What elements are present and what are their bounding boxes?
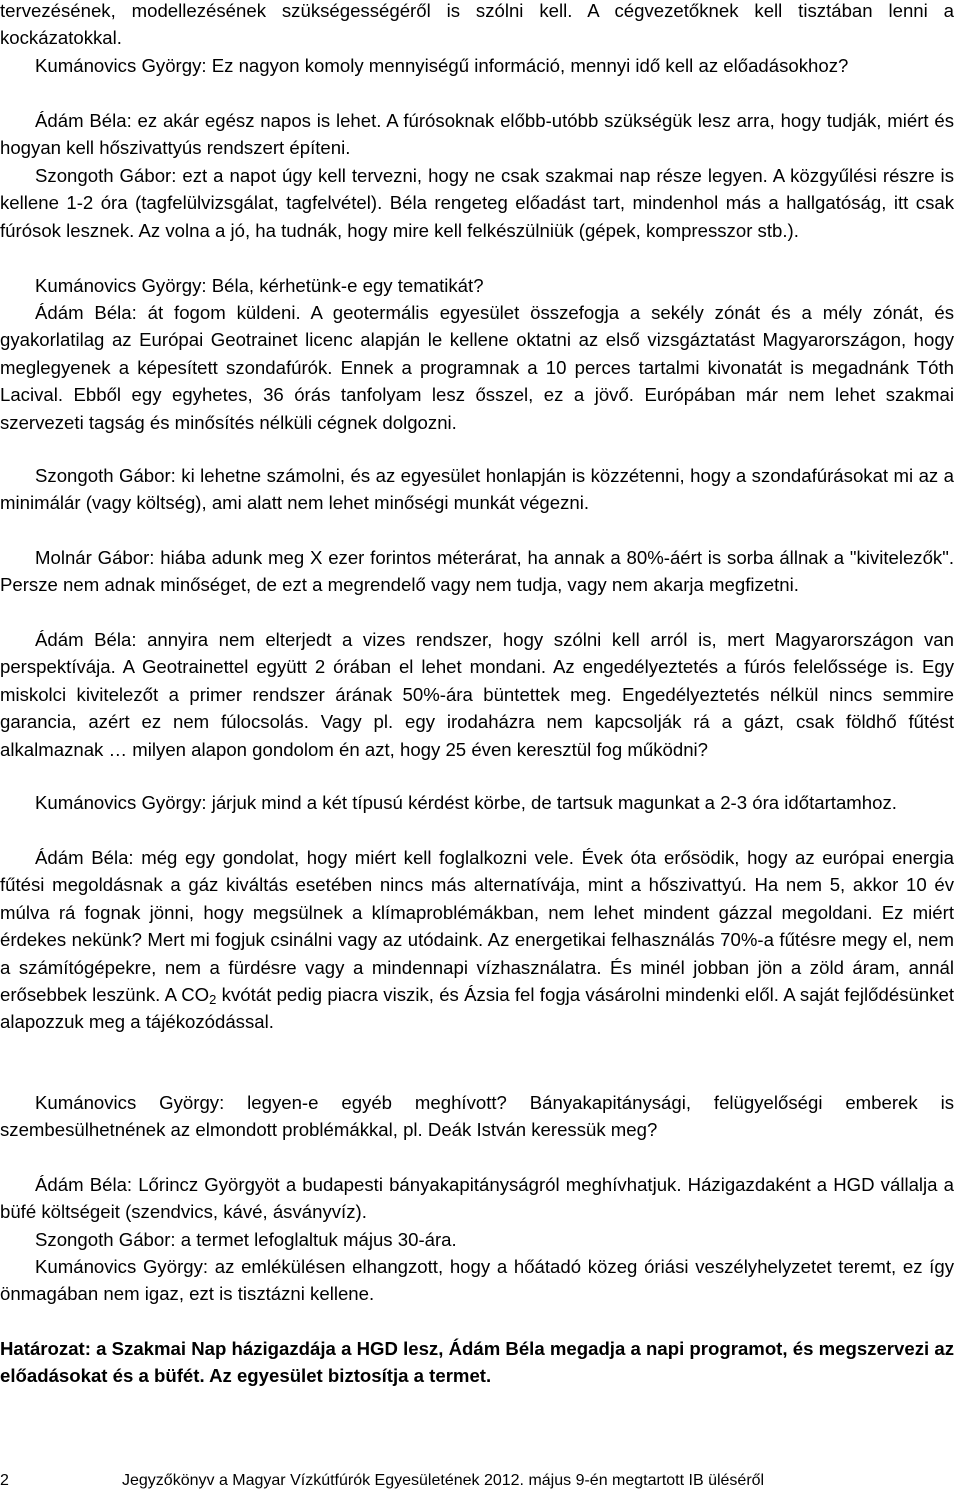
- paragraph-adam-4-text-cont: kvótát pedig piacra viszik, és Ázsia fel fogja vásárolni mindenki elől. A saját fejlődésünket alapozzuk meg a tájékozódással.: [0, 984, 954, 1033]
- paragraph-kumanovics-2: Kumánovics György: Béla, kérhetünk-e egy tematikát?: [35, 275, 484, 296]
- footer-title: Jegyzőkönyv a Magyar Vízkútfúrók Egyesületének 2012. május 9-én megtartott IB üléséről: [122, 1472, 765, 1489]
- paragraph-kumanovics-4: Kumánovics György: legyen-e egyéb meghívott? Bányakapitánysági, felügyelőségi emberek is szembesülhetnének az elmondott problémákkal, pl. Deák István keressük meg?: [0, 1092, 954, 1141]
- paragraph-adam-4: [0, 844, 954, 1036]
- page-footer: [0, 1470, 960, 1492]
- paragraph-szongoth-3: Szongoth Gábor: a termet lefoglaltuk május 30-ára.: [35, 1229, 457, 1250]
- paragraph-continuation: tervezésének, modellezésének szükségességéről is szólni kell. A cégvezetőknek kell tisztában lenni a kockázatokkal.: [0, 0, 954, 49]
- page-number: 2: [0, 1472, 9, 1489]
- paragraph-adam-1: Ádám Béla: ez akár egész napos is lehet. A fúrósoknak előbb-utóbb szükségük lesz arra, hogy tudják, miért és hogyan kell hőszivattyús rendszert építeni.: [0, 110, 954, 159]
- paragraph-adam-3: Ádám Béla: annyira nem elterjedt a vizes rendszer, hogy szólni kell arról is, mert Magyarországon van perspektívája. A Geotrainettel együtt 2 órában el lehet mondani. Az engedélyeztetés a fúrós felelőssége is. Egy miskolci kivitelezőt a primer rendszer árának 50%-ára büntettek meg. Engedélyeztetés nélkül nincs semmire garancia, azért ez nem fúlocsolás. Vagy pl. egy irodaházra nem kapcsolják rá a gázt, csak földhő fűtést alkalmaznak … milyen alapon gondolom én azt, hogy 25 éven keresztül fog működni?: [0, 629, 954, 760]
- paragraph-molnar-1: Molnár Gábor: hiába adunk meg X ezer forintos méterárat, ha annak a 80%-áért is sorba állnak a "kivitelezők". Persze nem adnak minőséget, de ezt a megrendelő vagy nem tudja, vagy nem akarja megfizetni.: [0, 547, 954, 596]
- paragraph-kumanovics-5: Kumánovics György: az emlékülésen elhangzott, hogy a hőátadó közeg óriási veszélyhelyzetet teremt, ez így önmagában nem igaz, ezt is tisztázni kellene.: [0, 1256, 954, 1305]
- resolution-paragraph: Határozat: a Szakmai Nap házigazdája a HGD lesz, Ádám Béla megadja a napi programot, és megszervezi az előadásokat és a büfét. Az egyesület biztosítja a termet.: [0, 1338, 954, 1387]
- paragraph-adam-5: Ádám Béla: Lőrincz Györgyöt a budapesti bányakapitányságról meghívhatjuk. Házigazdaként a HGD vállalja a büfé költségeit (szendvics, kávé, ásványvíz).: [0, 1174, 954, 1223]
- paragraph-kumanovics-3: Kumánovics György: járjuk mind a két típusú kérdést körbe, de tartsuk magunkat a 2-3 óra időtartamhoz.: [35, 792, 897, 813]
- paragraph-szongoth-2: Szongoth Gábor: ki lehetne számolni, és az egyesület honlapján is közzétenni, hogy a szondafúrásokat mi az a minimálár (vagy költség), ami alatt nem lehet minőségi munkát végezni.: [0, 465, 954, 514]
- paragraph-adam-4-text: Ádám Béla: még egy gondolat, hogy miért kell foglalkozni vele. Évek óta erősödik, hogy az európai energia fűtési megoldásnak a gáz kiváltás esetében nincs más alternatívája, mint a hőszivattyú. Ha nem 5, akkor 10 év múlva rá fognak jönni, hogy megsülnek a klímaproblémákban, nem lehet mindent gázzal megoldani. Ez miért érdekes nekünk? Mert mi fogjuk csinálni vagy az utódaink. Az energetikai felhasználás 70%-a fűtésre megy el, nem a számítógépekre, nem a fürdésre vagy a mindennapi vízhasználatra. És minél jobban jön a zöld áram, annál erősebbek leszünk. A CO: [0, 847, 954, 1006]
- paragraph-adam-2: Ádám Béla: át fogom küldeni. A geotermális egyesület összefogja a sekély zónát és a mély zónát, és gyakorlatilag az Európai Geotrainet licenc alapján le kellene oktatni az első vizsgáztatást Magyarországon, hogy meglegyenek a képesített szondafúrók. Ennek a programnak a 10 perces tartalmi kivonatát is megadnánk Tóth Lacival. Ebből egy egyhetes, 36 órás tanfolyam lesz ősszel, ez a jövő. Európában már nem lehet szakmai szervezeti tagság és minősítés nélküli cégnek dolgozni.: [0, 302, 954, 433]
- co2-subscript: 2: [209, 992, 217, 1008]
- paragraph-szongoth-1: Szongoth Gábor: ezt a napot úgy kell tervezni, hogy ne csak szakmai nap része legyen. A közgyűlési részre is kellene 1-2 óra (tagfelülvizsgálat, tagfelvétel). Béla rengeteg előadást tart, mindenhol más a hallgatóság, itt csak fúrósok lesznek. Az volna a jó, ha tudnák, hogy mire kell felkészülniük (gépek, kompresszor stb.).: [0, 165, 954, 241]
- paragraph-kumanovics-1: Kumánovics György: Ez nagyon komoly mennyiségű információ, mennyi idő kell az előadásokhoz?: [35, 55, 849, 76]
